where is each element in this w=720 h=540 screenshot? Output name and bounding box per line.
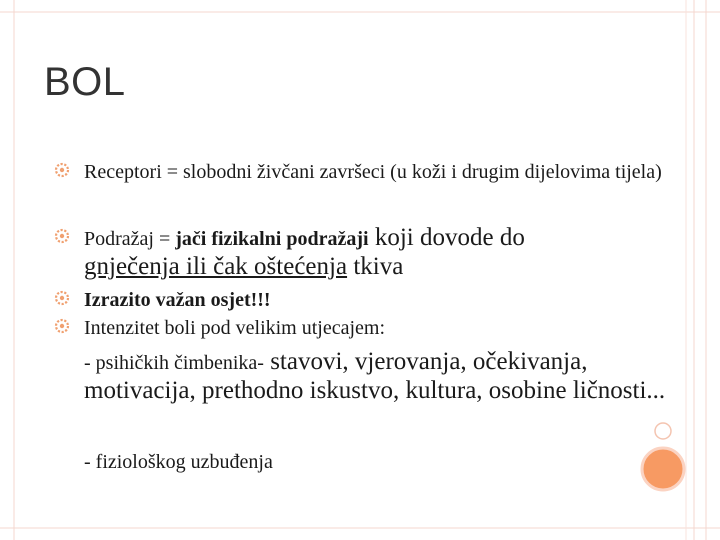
subpoint-lead: - psihičkih čimbenika-	[84, 352, 264, 374]
bullet-bold: Izrazito važan osjet!!!	[84, 289, 271, 311]
gear-bullet-icon	[54, 228, 70, 244]
bullet-line2-tail: tkiva	[347, 253, 404, 280]
bullet-text: Receptori = slobodni živčani završeci (u koži i drugim dijelovima tijela)	[84, 161, 662, 183]
bullet-vazan-osjet	[54, 288, 674, 312]
gear-bullet-icon	[54, 318, 70, 334]
gear-bullet-icon	[54, 162, 70, 178]
accent-circle-small	[655, 423, 671, 439]
bullet-lead: Podražaj =	[84, 228, 176, 250]
bullet-text	[84, 224, 674, 282]
subpoint-fizioloski: - fiziološkog uzbuđenja	[84, 451, 273, 473]
bullet-text	[84, 288, 674, 312]
bullet-podrazaj	[54, 224, 674, 282]
subpoint-tail: stavovi, vjerovanja, očekivanja, motivacija, prethodno iskustvo, kultura, osobine ličnosti...	[84, 348, 666, 404]
bullet-text: Intenzitet boli pod velikim utjecajem:	[84, 317, 386, 339]
gear-bullet-icon	[54, 290, 70, 306]
bullet-tail: koji dovode do	[368, 224, 525, 251]
slide-title: BOL	[44, 60, 126, 104]
bullet-underlined: gnječenja ili čak oštećenja	[84, 253, 348, 280]
bullet-bold: jači fizikalni podražaji	[175, 228, 369, 250]
bullet-intenzitet	[54, 316, 674, 340]
subpoint-psihicki	[84, 348, 684, 406]
bullet-receptori	[54, 160, 674, 184]
